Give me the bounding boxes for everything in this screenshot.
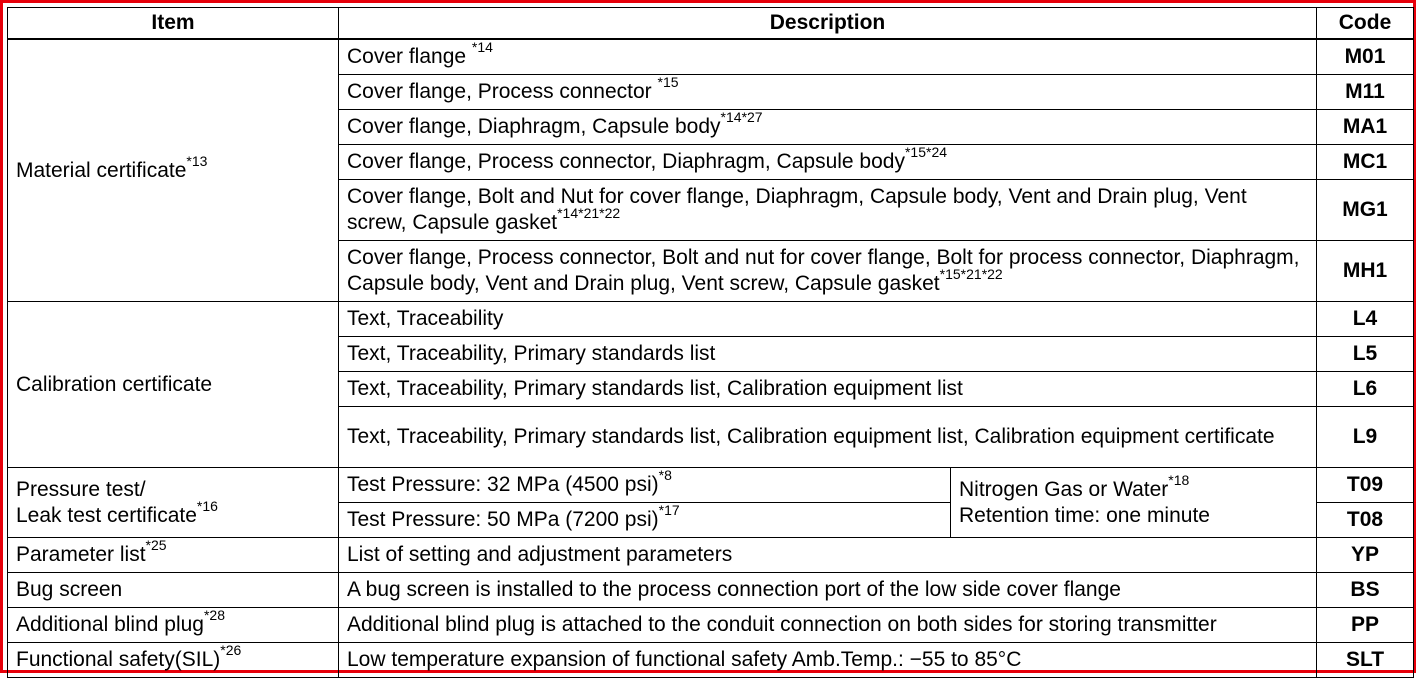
- item-calibration-certificate: Calibration certificate: [8, 302, 339, 468]
- code-cell: MG1: [1317, 180, 1414, 241]
- code-cell: M11: [1317, 75, 1414, 110]
- code-cell: PP: [1317, 608, 1414, 643]
- description-cell: Cover flange, Process connector, Bolt and nut for cover flange, Bolt for process connector, Diaphragm, Capsule body, Vent and Drain plug, Vent screw, Capsule gasket$^{*15*21*22}$: [339, 241, 1317, 302]
- table-row: [8, 39, 1414, 75]
- option-code-table: [7, 7, 1414, 678]
- item-material-certificate: Material certificate$^{*13}$: [8, 39, 339, 302]
- item-pressure-test: Pressure test/ Leak test certificate$^{*16}$: [8, 468, 339, 538]
- description-cell: Cover flange, Process connector $^{*15}$: [339, 75, 1317, 110]
- code-cell: L9: [1317, 407, 1414, 468]
- code-cell: L6: [1317, 372, 1414, 407]
- code-cell: SLT: [1317, 643, 1414, 678]
- item-additional-blind-plug: Additional blind plug$^{*28}$: [8, 608, 339, 643]
- description-cell: Low temperature expansion of functional safety Amb.Temp.: −55 to 85°C: [339, 643, 1317, 678]
- table-row: [8, 643, 1414, 678]
- code-cell: YP: [1317, 538, 1414, 573]
- item-bug-screen: Bug screen: [8, 573, 339, 608]
- description-cell: Additional blind plug is attached to the conduit connection on both sides for storing transmitter: [339, 608, 1317, 643]
- description-cell: A bug screen is installed to the process connection port of the low side cover flange: [339, 573, 1317, 608]
- description-cell: Test Pressure: 50 MPa (7200 psi)$^{*17}$: [339, 503, 951, 538]
- header-description: Description: [339, 8, 1317, 40]
- header-code: Code: [1317, 8, 1414, 40]
- item-parameter-list: Parameter list$^{*25}$: [8, 538, 339, 573]
- code-cell: M01: [1317, 39, 1414, 75]
- description-cell: Cover flange, Diaphragm, Capsule body$^{*14*27}$: [339, 110, 1317, 145]
- code-cell: MA1: [1317, 110, 1414, 145]
- code-cell: L5: [1317, 337, 1414, 372]
- description-cell: Test Pressure: 32 MPa (4500 psi)$^{*8}$: [339, 468, 951, 503]
- item-functional-safety: Functional safety(SIL)$^{*26}$: [8, 643, 339, 678]
- table-row: [8, 302, 1414, 337]
- code-cell: T08: [1317, 503, 1414, 538]
- description-cell: Text, Traceability, Primary standards list, Calibration equipment list: [339, 372, 1317, 407]
- table-row: [8, 468, 1414, 503]
- code-cell: BS: [1317, 573, 1414, 608]
- code-cell: MC1: [1317, 145, 1414, 180]
- table-header-row: [8, 8, 1414, 40]
- header-item: Item: [8, 8, 339, 40]
- code-cell: MH1: [1317, 241, 1414, 302]
- table-row: [8, 608, 1414, 643]
- code-cell: L4: [1317, 302, 1414, 337]
- test-medium-note: Nitrogen Gas or Water$^{*18}$ Retention time: one minute: [951, 468, 1317, 538]
- code-cell: T09: [1317, 468, 1414, 503]
- description-cell: Cover flange, Process connector, Diaphragm, Capsule body$^{*15*24}$: [339, 145, 1317, 180]
- description-cell: List of setting and adjustment parameters: [339, 538, 1317, 573]
- description-cell: Text, Traceability: [339, 302, 1317, 337]
- description-cell: Cover flange $^{*14}$: [339, 39, 1317, 75]
- description-cell: Text, Traceability, Primary standards list, Calibration equipment list, Calibration equipment certificate: [339, 407, 1317, 468]
- table-row: [8, 573, 1414, 608]
- table-row: [8, 538, 1414, 573]
- description-cell: Cover flange, Bolt and Nut for cover flange, Diaphragm, Capsule body, Vent and Drain plug, Vent screw, Capsule gasket$^{*14*21*22}$: [339, 180, 1317, 241]
- description-cell: Text, Traceability, Primary standards list: [339, 337, 1317, 372]
